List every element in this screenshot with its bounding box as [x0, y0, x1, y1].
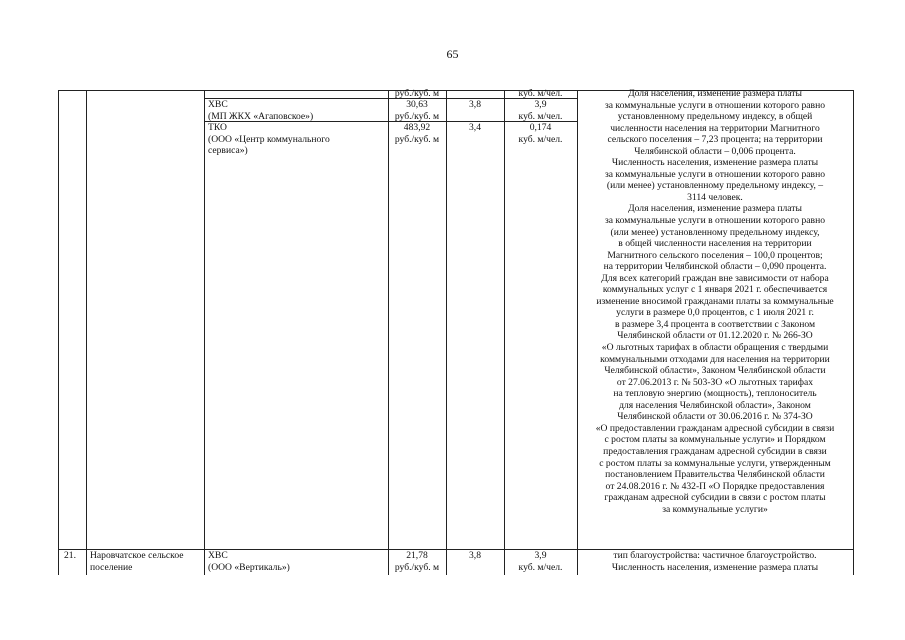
description-line: «О льготных тарифах в области обращения с твердыми: [601, 342, 829, 354]
column-divider-settlement: [204, 90, 205, 575]
description-line: (или менее) установленному предельному индексу, –: [606, 180, 824, 192]
description-line: гражданам адресной субсидии в связи с ростом платы: [604, 492, 826, 504]
column-divider-number: [86, 90, 87, 575]
description-line: изменение вносимой гражданами платы за коммунальные: [596, 295, 834, 307]
service-index: 3,4: [469, 122, 481, 133]
description-line: в размере 3,4 процента в соответствии с Законом: [614, 318, 816, 330]
description-line: Доля населения, изменение размера платы: [628, 203, 802, 215]
page-number: 65: [446, 47, 459, 61]
description-line: с ростом платы за коммунальные услуги, утвержденным: [599, 457, 831, 469]
description-line: за коммунальные услуги в отношении которого равно: [604, 99, 826, 111]
service-name: ХВС (МП ЖКХ «Агаповское»): [208, 99, 314, 122]
column-divider-service: [388, 90, 389, 575]
description-line: численности населения на территории Магнитного: [610, 122, 820, 134]
description-text: [577, 550, 853, 573]
description-line: Челябинской области от 01.12.2020 г. № 266-ЗО: [617, 330, 813, 342]
description-line: Челябинской области от 30.06.2016 г. № 374-ЗО: [617, 411, 813, 423]
description-line: Доля населения, изменение размера платы: [628, 88, 802, 99]
column-divider-tariff: [446, 90, 447, 575]
service-norm: 3,9 куб. м/чел.: [518, 550, 563, 573]
description-line: коммунальных услуг с 1 января 2021 г. обеспечивается: [602, 284, 828, 296]
description-line: за коммунальные услуги»: [662, 503, 768, 515]
settlement-name: Наровчатское сельское поселение: [90, 550, 184, 573]
description-line: установленному предельному индексу, в общей: [617, 111, 813, 123]
description-line: на тепловую энергию (мощность), теплоноситель: [613, 388, 817, 400]
description-line: Челябинской области – 0,006 процента.: [634, 145, 796, 157]
service-tariff: 21,78 руб./куб. м: [394, 550, 440, 573]
service-index: 3,8: [469, 550, 481, 561]
continued-norm-unit: куб. м/чел.: [518, 88, 563, 99]
description-line: «О предоставлении гражданам адресной субсидии в связи: [595, 422, 835, 434]
description-line: за коммунальные услуги в отношении которого равно: [604, 168, 826, 180]
description-line: Численность населения, изменение размера платы: [611, 561, 819, 573]
description-line: в общей численности населения на территории: [618, 238, 812, 250]
description-line: за коммунальные услуги в отношении которого равно: [604, 215, 826, 227]
service-norm: 3,9 куб. м/чел.: [518, 99, 563, 122]
description-text: [577, 88, 853, 515]
description-line: сельского поселения – 7,23 процента; на территории: [607, 134, 823, 146]
description-line: 3114 человек.: [687, 191, 743, 203]
description-line: с ростом платы за коммунальные услуги» и Порядком: [604, 434, 826, 446]
description-line: тип благоустройства: частичное благоустройство.: [613, 550, 817, 561]
row-number: 21.: [64, 550, 76, 561]
continued-unit: руб./куб. м: [394, 88, 440, 99]
description-line: постановлением Правительства Челябинской области: [605, 469, 825, 481]
description-line: на территории Челябинской области – 0,090 процента.: [603, 261, 827, 273]
description-line: коммунальными отходами для населения на территории: [600, 353, 830, 365]
column-divider-index: [504, 90, 505, 575]
description-line: услуги в размере 0,0 процентов, с 1 июля 2021 г.: [616, 307, 814, 319]
service-name: ХВС (ООО «Вертикаль»): [208, 550, 290, 573]
description-line: (или менее) установленному предельному индексу,: [610, 226, 820, 238]
description-line: предоставления гражданам адресной субсидии в связи: [603, 445, 827, 457]
service-norm: 0,174 куб. м/чел.: [518, 122, 563, 145]
table-border-right: [853, 90, 854, 575]
description-line: от 24.08.2016 г. № 432-П «О Порядке предоставления: [605, 480, 825, 492]
service-tariff: 483,92 руб./куб. м: [394, 122, 440, 145]
service-name: ТКО (ООО «Центр коммунального сервиса»): [208, 122, 330, 157]
table-border-left: [58, 90, 59, 575]
description-line: Численность населения, изменение размера платы: [611, 157, 819, 169]
description-line: от 27.06.2013 г. № 503-ЗО «О льготных тарифах: [616, 376, 814, 388]
service-tariff: 30,63 руб./куб. м: [394, 99, 440, 122]
tariff-table: [58, 90, 853, 575]
description-line: Челябинской области», Законом Челябинской области: [604, 365, 826, 377]
description-line: для населения Челябинской области», Законом: [619, 399, 811, 411]
description-line: Магнитного сельского поселения – 100,0 процентов;: [607, 249, 823, 261]
description-line: Для всех категорий граждан вне зависимости от набора: [601, 272, 829, 284]
service-index: 3,8: [469, 99, 481, 110]
